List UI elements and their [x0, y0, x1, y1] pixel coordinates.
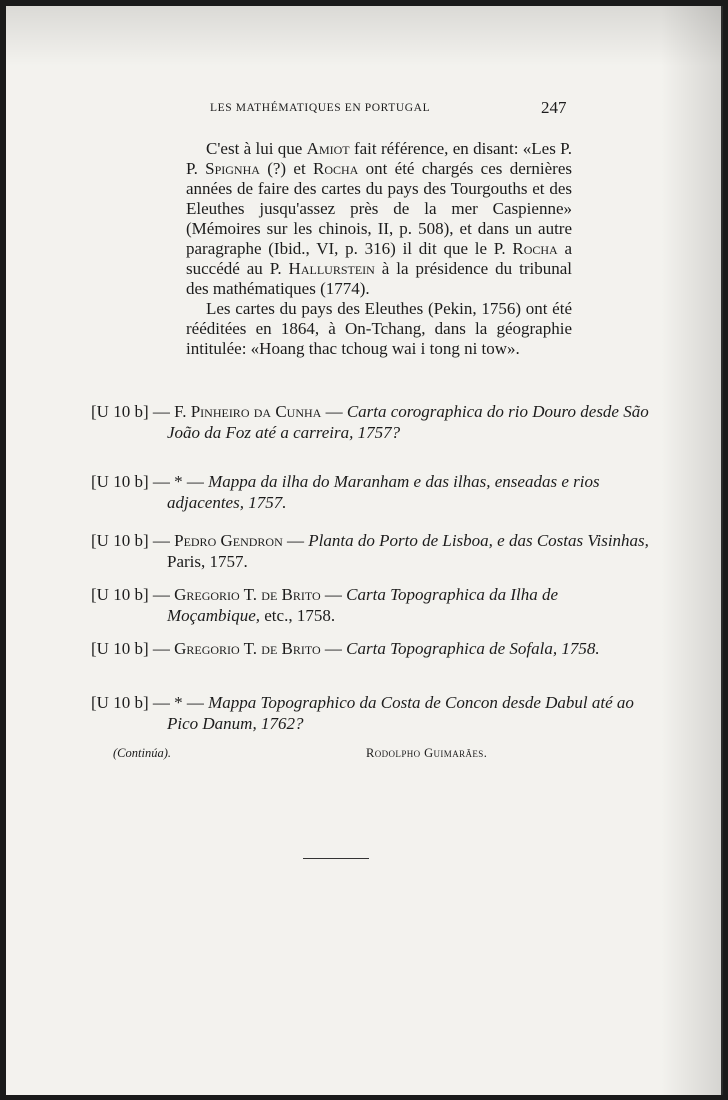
- page-shadow-right: [661, 6, 721, 1095]
- body-text: [186, 139, 572, 359]
- entry-author: *: [174, 472, 183, 491]
- p1-text-1: C'est à lui que: [206, 139, 307, 158]
- author-name-amiot: Amiot: [306, 139, 350, 158]
- entry-ref: [U 10 b]: [91, 472, 149, 491]
- paragraph-2: Les cartes du pays des Eleuthes (Pekin, 1756) ont été rééditées en 1864, à On-Tchang, dans la géographie intitulée: «Hoang thac tchoug wai i tong ni tow».: [186, 299, 572, 358]
- entry-title: Planta do Porto de Lisboa, e das Costas Visinhas,: [308, 531, 649, 550]
- entry-ref: [U 10 b]: [91, 585, 149, 604]
- entry-separator: —: [148, 531, 175, 550]
- p1-text-3: (?) et: [259, 159, 313, 178]
- entry-details: etc., 1758.: [260, 606, 336, 625]
- entry-year: 1757?: [357, 423, 401, 442]
- author-name-rocha-2: Rocha: [512, 239, 558, 258]
- entry-separator: —: [148, 402, 175, 421]
- entry-title: Mappa da ilha do Maranham e das ilhas, enseadas e rios adjacentes,: [167, 472, 600, 512]
- entry-author: F. Pinheiro da Cunha: [174, 402, 322, 421]
- entry-separator: —: [182, 472, 209, 491]
- running-header: LES MATHÉMATIQUES EN PORTUGAL: [210, 102, 431, 114]
- section-divider: [303, 858, 369, 859]
- page-number: 247: [541, 98, 567, 117]
- bibliography-entry: [91, 530, 649, 572]
- author-signature: Rodolpho Guimarães.: [366, 746, 488, 760]
- bibliography-entry: [91, 638, 649, 659]
- entry-author: Gregorio T. de Brito: [174, 585, 321, 604]
- p1-text-6: à la présidence du tribunal des mathématiques (1774).: [186, 259, 572, 298]
- entry-year: 1758.: [561, 639, 600, 658]
- entry-separator: —: [148, 585, 175, 604]
- author-name-rocha: Rocha: [312, 159, 359, 178]
- entry-details: Paris, 1757.: [167, 552, 248, 571]
- bibliography-entry: [91, 401, 649, 443]
- entry-title: Mappa Topographico da Costa de Concon desde Dabul até ao Pico Danum,: [167, 693, 634, 733]
- entry-author: *: [174, 693, 183, 712]
- author-name-spignha: Spignha: [205, 159, 260, 178]
- entry-author: Gregorio T. de Brito: [174, 639, 321, 658]
- entry-separator: —: [321, 402, 347, 421]
- entry-ref: [U 10 b]: [91, 693, 149, 712]
- entry-separator: —: [148, 693, 175, 712]
- entry-separator: —: [282, 531, 309, 550]
- entry-title: Carta Topographica de Sofala,: [346, 639, 558, 658]
- bibliography-entry: [91, 584, 649, 626]
- entry-title: Carta Topographica da Ilha de Moçambique,: [167, 585, 559, 625]
- bibliography-entry: [91, 471, 649, 513]
- entry-separator: —: [148, 639, 175, 658]
- author-name-hallurstein: Hallurstein: [288, 259, 375, 278]
- book-page: [6, 6, 723, 1095]
- entry-ref: [U 10 b]: [91, 639, 149, 658]
- entry-title: Carta corographica do rio Douro desde São João da Foz até a carreira,: [167, 402, 649, 442]
- p1-text-5: a succédé au P.: [186, 239, 572, 278]
- entry-author: Pedro Gendron: [174, 531, 283, 550]
- entry-separator: —: [182, 693, 209, 712]
- bibliography-entry: [91, 692, 649, 734]
- paragraph-1: [186, 139, 572, 299]
- page-shadow-top: [6, 6, 721, 66]
- p1-text-2: fait référence, en disant: «Les P. P.: [186, 139, 572, 178]
- entry-separator: —: [148, 472, 175, 491]
- entry-ref: [U 10 b]: [91, 402, 149, 421]
- entry-separator: —: [320, 639, 347, 658]
- continued-note: (Continúa).: [113, 746, 171, 760]
- p1-text-4: ont été chargés ces dernières années de faire des cartes du pays des Tourgouths et des Eleuthes jusqu'assez près de la mer Caspienne» (Mémoires sur les chinois, II, p. 508), et dans un autre paragraphe (Ibid., VI, p. 316) il dit que le P.: [186, 159, 572, 258]
- entry-separator: —: [320, 585, 347, 604]
- entry-ref: [U 10 b]: [91, 531, 149, 550]
- entry-year: 1762?: [260, 714, 304, 733]
- entry-year: 1757.: [248, 493, 287, 512]
